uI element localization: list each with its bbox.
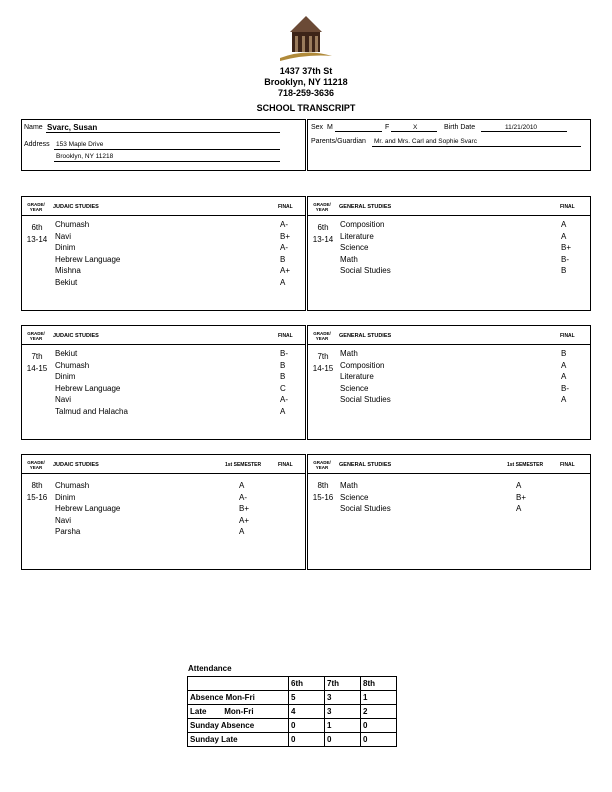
- general-section-8th: [307, 454, 591, 570]
- grade: C: [280, 383, 286, 393]
- grade: B: [280, 254, 286, 264]
- attendance-cell: 0: [289, 719, 325, 733]
- judaic-header: JUDAIC STUDIES: [53, 333, 99, 339]
- grade: A: [280, 406, 286, 416]
- subject: Social Studies: [340, 266, 391, 275]
- grade: B+: [561, 243, 572, 252]
- grade: A-: [280, 220, 288, 229]
- attendance-cell: 4: [289, 705, 325, 719]
- subject: Social Studies: [340, 395, 391, 404]
- subject: Math: [340, 481, 358, 490]
- section-header: [22, 455, 305, 474]
- general-subjects: [340, 219, 391, 277]
- attendance-title: Attendance: [188, 664, 232, 673]
- grade-year-cell: 7th 14-15: [312, 352, 334, 373]
- grade: A: [280, 277, 286, 287]
- grade-year-cell: 6th 13-14: [312, 223, 334, 244]
- grade: A: [561, 372, 567, 381]
- final-header: FINAL: [560, 204, 575, 210]
- attendance-row-label: Late Mon-Fri: [188, 705, 289, 719]
- attendance-row: [188, 719, 397, 733]
- grade-year-header: GRADE/ YEAR: [27, 460, 45, 470]
- parents-label: Parents/Guardian: [311, 138, 366, 145]
- subject: Hebrew Language: [55, 504, 121, 513]
- attendance-corner-cell: [188, 677, 289, 691]
- attendance-cell: 3: [325, 705, 361, 719]
- judaic-section-6th: [21, 196, 306, 311]
- attendance-col-header: 8th: [361, 677, 397, 691]
- grade: A: [239, 527, 245, 536]
- sex-mark: X: [413, 124, 418, 131]
- address1-underline: [54, 140, 280, 150]
- attendance-col-header: 6th: [289, 677, 325, 691]
- general-header: GENERAL STUDIES: [339, 333, 392, 339]
- subject: Dinim: [55, 243, 76, 252]
- attendance-cell: 0: [325, 733, 361, 747]
- grade-year-header: GRADE/ YEAR: [313, 460, 331, 470]
- school-phone: 718-259-3636: [277, 88, 335, 98]
- final-header: FINAL: [278, 462, 293, 468]
- subject: Dinim: [55, 372, 76, 381]
- grade-year-header: GRADE/ YEAR: [27, 331, 45, 341]
- subject: Navi: [55, 515, 72, 525]
- grade: B+: [239, 504, 250, 513]
- judaic-header: JUDAIC STUDIES: [53, 462, 99, 468]
- grade: B-: [280, 349, 288, 358]
- sex-m-option: M: [327, 124, 333, 131]
- grade: A: [561, 360, 567, 370]
- attendance-row: [188, 733, 397, 747]
- subject: Science: [340, 383, 369, 393]
- grade: A: [561, 220, 567, 229]
- subject: Navi: [55, 231, 72, 241]
- school-address-line1: 1437 37th St: [279, 66, 333, 76]
- grade: B-: [561, 254, 569, 264]
- sex-label: Sex: [311, 124, 324, 131]
- grade: B: [280, 360, 286, 370]
- grade-year-cell: 8th 15-16: [312, 481, 334, 502]
- attendance-cell: 1: [325, 719, 361, 733]
- attendance-cell: 0: [361, 719, 397, 733]
- general-header: GENERAL STUDIES: [339, 462, 392, 468]
- judaic-subjects: [55, 480, 120, 538]
- judaic-final-grades: [280, 219, 290, 288]
- attendance-header-row: [188, 677, 397, 691]
- general-final-grades: [561, 219, 571, 277]
- grade: A-: [280, 243, 288, 252]
- grade: A: [239, 481, 245, 490]
- judaic-final-grades: [280, 348, 288, 417]
- grade: A+: [280, 266, 291, 275]
- final-header: FINAL: [560, 462, 575, 468]
- sex-f-option: F: [385, 124, 390, 131]
- judaic-section-7th: [21, 325, 306, 440]
- grade-year-cell: 7th 14-15: [26, 352, 48, 373]
- attendance-row-label: Sunday Late: [188, 733, 289, 747]
- subject: Science: [340, 243, 369, 252]
- judaic-section-8th: [21, 454, 306, 570]
- judaic-header: JUDAIC STUDIES: [53, 204, 99, 210]
- document-title: SCHOOL TRANSCRIPT: [256, 103, 356, 113]
- school-logo: [278, 14, 334, 64]
- section-header: [308, 326, 590, 345]
- grade-year-header: GRADE/ YEAR: [27, 202, 45, 212]
- parents-names: Mr. and Mrs. Carl and Sophie Svarc: [374, 138, 477, 145]
- grade: B: [561, 349, 567, 358]
- attendance-row: [188, 705, 397, 719]
- subject: Literature: [340, 372, 374, 381]
- section-header: [22, 326, 305, 345]
- judaic-subjects: [55, 219, 120, 288]
- subject: Composition: [340, 220, 385, 229]
- subject: Literature: [340, 231, 374, 241]
- general-section-6th: [307, 196, 591, 311]
- general-section-7th: [307, 325, 591, 440]
- attendance-row-label: Absence Mon-Fri: [188, 691, 289, 705]
- attendance-cell: 0: [289, 733, 325, 747]
- grade: A-: [280, 395, 288, 404]
- subject: Math: [340, 254, 358, 264]
- birth-date-label: Birth Date: [444, 124, 476, 131]
- grade-year-header: GRADE/ YEAR: [313, 202, 331, 212]
- grade-year-cell: 6th 13-14: [26, 223, 48, 244]
- attendance-cell: 3: [325, 691, 361, 705]
- attendance-row: [188, 691, 397, 705]
- student-address-line2: Brooklyn, NY 11218: [56, 153, 114, 160]
- section-header: [308, 455, 590, 474]
- subject: Bekiut: [55, 349, 78, 358]
- general-subjects: [340, 480, 391, 515]
- subject: Bekiut: [55, 277, 78, 287]
- subject: Composition: [340, 360, 385, 370]
- attendance-cell: 0: [361, 733, 397, 747]
- subject: Navi: [55, 395, 72, 404]
- judaic-semester-grades: [239, 480, 249, 538]
- name-underline: [46, 123, 280, 133]
- subject: Dinim: [55, 492, 76, 502]
- section-header: [308, 197, 590, 216]
- attendance-cell: 5: [289, 691, 325, 705]
- grade: A-: [239, 492, 247, 502]
- subject: Math: [340, 349, 358, 358]
- attendance-table: [187, 676, 397, 747]
- birth-date: 11/21/2010: [505, 124, 538, 131]
- general-subjects: [340, 348, 391, 406]
- grade: A: [561, 395, 567, 404]
- subject: Hebrew Language: [55, 383, 121, 393]
- final-header: FINAL: [278, 333, 293, 339]
- section-header: [22, 197, 305, 216]
- first-semester-header: 1st SEMESTER: [225, 462, 262, 468]
- general-header: GENERAL STUDIES: [339, 204, 392, 210]
- student-name: Svarc, Susan: [47, 123, 98, 132]
- final-header: FINAL: [278, 204, 293, 210]
- address-label: Address: [24, 141, 50, 148]
- school-address-line2: Brooklyn, NY 11218: [264, 77, 348, 87]
- subject: Mishna: [55, 266, 81, 275]
- grade: B+: [280, 231, 291, 241]
- subject: Chumash: [55, 220, 90, 229]
- attendance-col-header: 7th: [325, 677, 361, 691]
- grade: A: [516, 504, 522, 513]
- grade: A: [516, 481, 522, 490]
- grade-year-cell: 8th 15-16: [26, 481, 48, 502]
- subject: Chumash: [55, 481, 90, 490]
- student-address-line1: 153 Maple Drive: [56, 141, 104, 148]
- final-header: FINAL: [560, 333, 575, 339]
- address2-underline: [54, 152, 280, 162]
- attendance-cell: 1: [361, 691, 397, 705]
- grade-year-header: GRADE/ YEAR: [313, 331, 331, 341]
- grade: B+: [516, 492, 527, 502]
- subject: Talmud and Halacha: [55, 406, 128, 416]
- subject: Chumash: [55, 360, 90, 370]
- first-semester-header: 1st SEMESTER: [507, 462, 544, 468]
- name-label: Name: [24, 124, 43, 131]
- grade: B-: [561, 383, 569, 393]
- general-semester-grades: [516, 480, 526, 515]
- grade: B: [280, 372, 286, 381]
- subject: Hebrew Language: [55, 254, 121, 264]
- sex-m-underline: [335, 122, 382, 132]
- subject: Social Studies: [340, 504, 391, 513]
- subject: Science: [340, 492, 369, 502]
- attendance-cell: 2: [361, 705, 397, 719]
- attendance-row-label: Sunday Absence: [188, 719, 289, 733]
- grade: A: [561, 231, 567, 241]
- general-final-grades: [561, 348, 569, 406]
- judaic-subjects: [55, 348, 128, 417]
- grade: A+: [239, 515, 250, 525]
- grade: B: [561, 266, 567, 275]
- subject: Parsha: [55, 527, 81, 536]
